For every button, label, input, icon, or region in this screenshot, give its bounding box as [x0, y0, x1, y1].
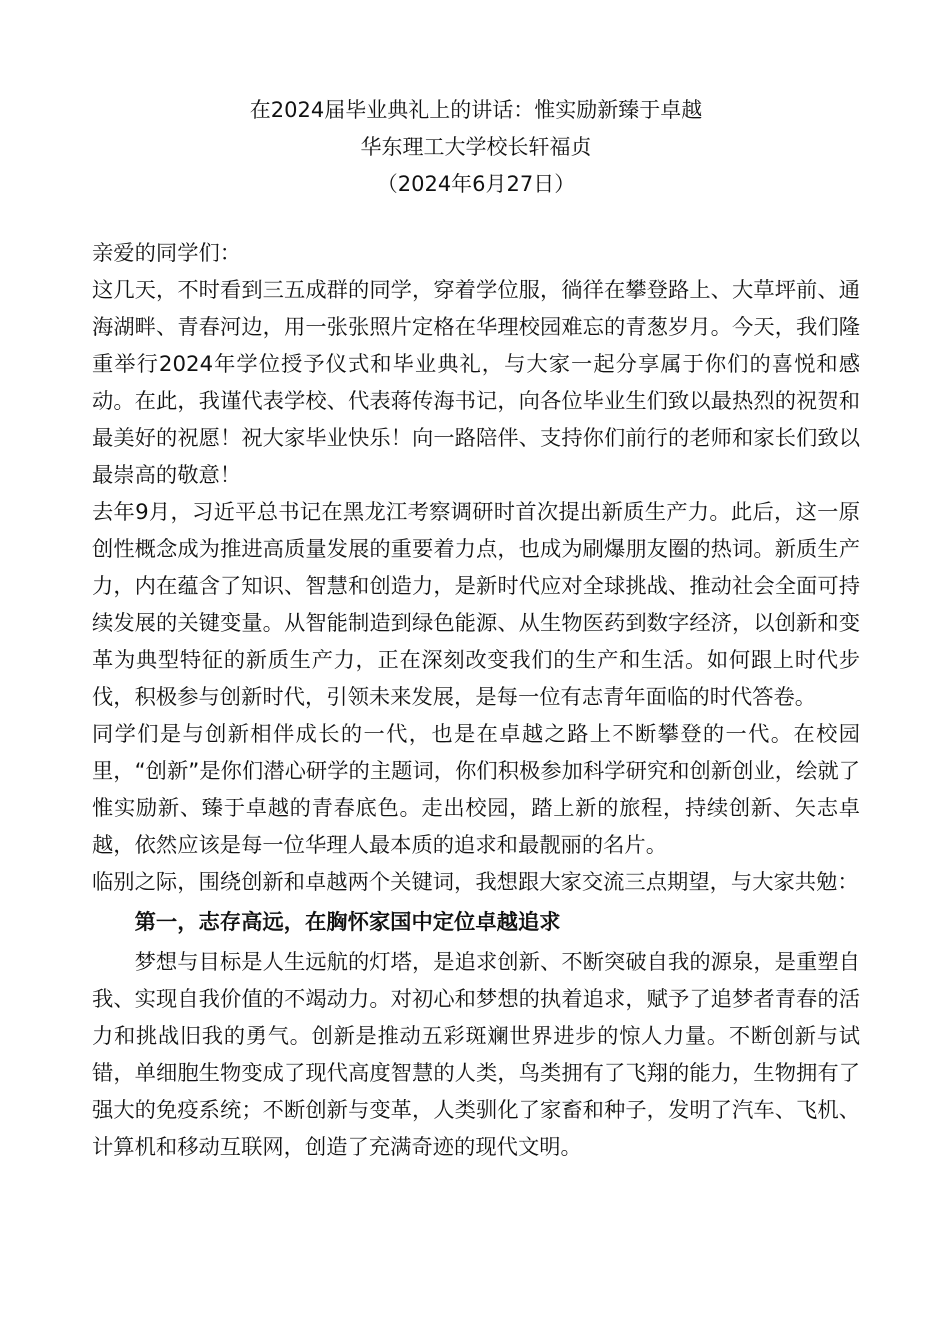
document-date: （2024年6月27日）	[376, 172, 576, 196]
section-heading-1: 第一，志存高远，在胸怀家国中定位卓越追求	[134, 910, 561, 935]
header-spacer	[92, 203, 860, 235]
paragraph-1: 这几天，不时看到三五成群的同学，穿着学位服，徜徉在攀登路上、大草坪前、通海湖畔、青春河边，用一张张照片定格在华理校园难忘的青葱岁月。今天，我们隆重举行2024年学位授予仪式和毕业典礼，与大家一起分享属于你们的喜悦和感动。在此，我谨代表学校、代表蒋传海书记，向各位毕业生们致以最热烈的祝贺和最美好的祝愿！祝大家毕业快乐！向一路陪伴、支持你们前行的老师和家长们致以最崇高的敬意！	[92, 278, 860, 488]
document-body	[92, 235, 860, 1166]
paragraph-3: 同学们是与创新相伴成长的一代，也是在卓越之路上不断攀登的一代。在校园里，“创新”是你们潜心研学的主题词，你们积极参加科学研究和创新创业，绘就了惟实励新、臻于卓越的青春底色。走出校园，踏上新的旅程，持续创新、矢志卓越，依然应该是每一位华理人最本质的追求和最靓丽的名片。	[92, 722, 860, 858]
document-author: 华东理工大学校长轩福贞	[360, 135, 592, 159]
paragraph-4: 临别之际，围绕创新和卓越两个关键词，我想跟大家交流三点期望，与大家共勉：	[92, 870, 859, 895]
salutation: 亲爱的同学们：	[92, 241, 242, 266]
document-page	[92, 92, 860, 1166]
paragraph-5: 梦想与目标是人生远航的灯塔，是追求创新、不断突破自我的源泉，是重塑自我、实现自我价值的不竭动力。对初心和梦想的执着追求，赋予了追梦者青春的活力和挑战旧我的勇气。创新是推动五彩斑斓世界进步的惊人力量。不断创新与试错，单细胞生物变成了现代高度智慧的人类，鸟类拥有了飞翔的能力，生物拥有了强大的免疫系统；不断创新与变革，人类驯化了家畜和种子，发明了汽车、飞机、计算机和移动互联网，创造了充满奇迹的现代文明。	[92, 950, 860, 1160]
document-header	[92, 92, 860, 203]
document-title: 在2024届毕业典礼上的讲话：惟实励新臻于卓越	[249, 98, 703, 122]
paragraph-2: 去年9月，习近平总书记在黑龙江考察调研时首次提出新质生产力。此后，这一原创性概念成为推进高质量发展的重要着力点，也成为刷爆朋友圈的热词。新质生产力，内在蕴含了知识、智慧和创造力，是新时代应对全球挑战、推动社会全面可持续发展的关键变量。从智能制造到绿色能源、从生物医药到数字经济，以创新和变革为典型特征的新质生产力，正在深刻改变我们的生产和生活。如何跟上时代步伐，积极参与创新时代，引领未来发展，是每一位有志青年面临的时代答卷。	[92, 500, 860, 710]
